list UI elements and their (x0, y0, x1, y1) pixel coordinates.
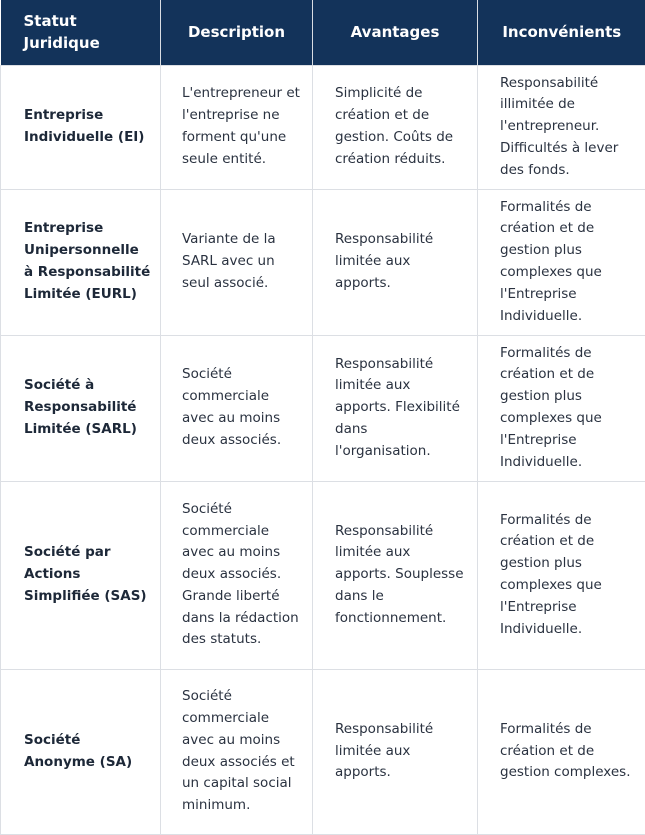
cell-avantages: Responsabilité limitée aux apports. (313, 189, 478, 335)
cell-description: Société commerciale avec au moins deux associés et un capital social minimum. (161, 669, 313, 834)
table-row (1, 481, 645, 669)
header-statut: Statut Juridique (1, 0, 161, 65)
cell-inconvenients: Formalités de création et de gestion plus complexes que l'Entreprise Individuelle. (478, 481, 645, 669)
cell-statut: Société Anonyme (SA) (1, 669, 161, 834)
table-row (1, 335, 645, 481)
cell-description: Société commerciale avec au moins deux associés. Grande liberté dans la rédaction des statuts. (161, 481, 313, 669)
cell-avantages: Responsabilité limitée aux apports. Flexibilité dans l'organisation. (313, 335, 478, 481)
header-description: Description (161, 0, 313, 65)
cell-statut: Société à Responsabilité Limitée (SARL) (1, 335, 161, 481)
table-body (1, 65, 645, 834)
cell-statut: Société par Actions Simplifiée (SAS) (1, 481, 161, 669)
table-header (1, 0, 645, 65)
cell-statut: Entreprise Individuelle (EI) (1, 65, 161, 189)
cell-description: L'entrepreneur et l'entreprise ne forment qu'une seule entité. (161, 65, 313, 189)
cell-avantages: Simplicité de création et de gestion. Coûts de création réduits. (313, 65, 478, 189)
cell-avantages: Responsabilité limitée aux apports. Souplesse dans le fonctionnement. (313, 481, 478, 669)
header-inconvenients: Inconvénients (478, 0, 645, 65)
cell-description: Société commerciale avec au moins deux associés. (161, 335, 313, 481)
cell-statut: Entreprise Unipersonnelle à Responsabilité Limitée (EURL) (1, 189, 161, 335)
cell-inconvenients: Formalités de création et de gestion plus complexes que l'Entreprise Individuelle. (478, 189, 645, 335)
cell-inconvenients: Formalités de création et de gestion complexes. (478, 669, 645, 834)
table-row (1, 669, 645, 834)
header-row (1, 0, 645, 65)
header-avantages: Avantages (313, 0, 478, 65)
table-row (1, 189, 645, 335)
cell-inconvenients: Formalités de création et de gestion plus complexes que l'Entreprise Individuelle. (478, 335, 645, 481)
cell-inconvenients: Responsabilité illimitée de l'entrepreneur. Difficultés à lever des fonds. (478, 65, 645, 189)
table-row (1, 65, 645, 189)
cell-avantages: Responsabilité limitée aux apports. (313, 669, 478, 834)
cell-description: Variante de la SARL avec un seul associé. (161, 189, 313, 335)
